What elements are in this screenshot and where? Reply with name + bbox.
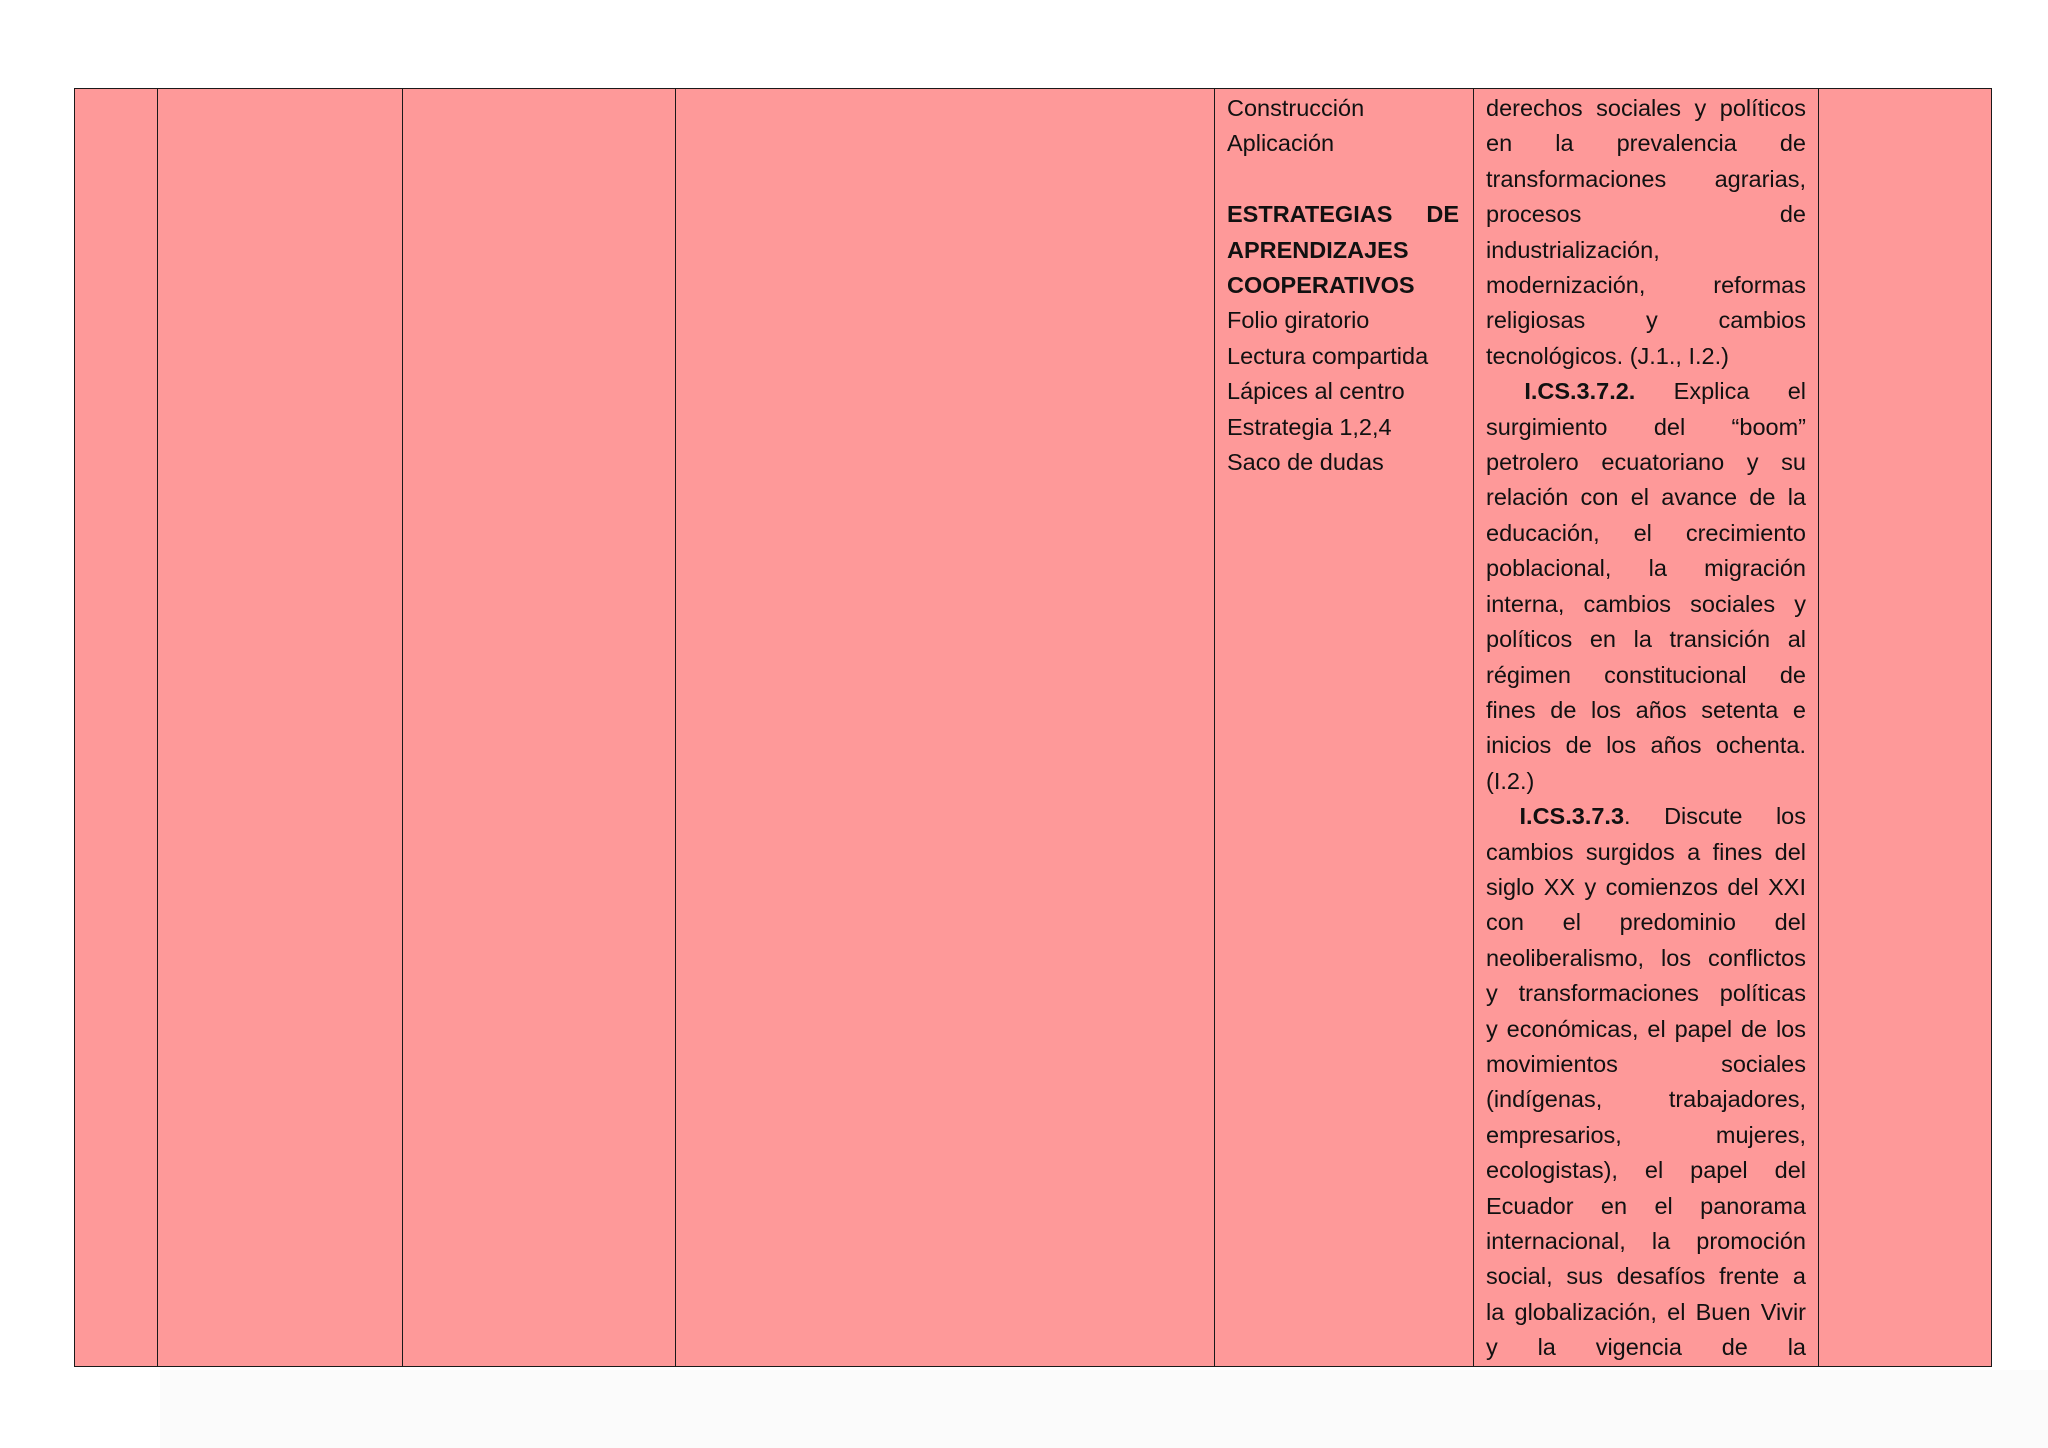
indicator-line: y la vigencia de la [1486, 1334, 1806, 1361]
indicator-line: internacional, la promoción [1486, 1228, 1806, 1254]
indicator-line: fines de los años setenta e [1486, 696, 1806, 723]
methodology-text [1215, 89, 1473, 480]
indicator-line: modernización, reformas [1486, 272, 1806, 299]
strategies-heading-line-2: APRENDIZAJES [1227, 236, 1409, 263]
indicator-line: con el predominio del [1486, 909, 1806, 936]
indicator-line: políticos en la transición al [1486, 626, 1806, 653]
indicator-code: I.CS.3.7.2. [1524, 378, 1636, 405]
page-bottom-shadow [160, 1370, 2048, 1448]
strategy-item: Saco de dudas [1227, 449, 1384, 476]
indicator-line: educación, el crecimiento [1486, 519, 1806, 546]
indicator-line: y económicas, el papel de los [1486, 1015, 1806, 1042]
indicator-line: siglo XX y comienzos del XXI [1486, 873, 1806, 900]
indicator-line: neoliberalismo, los conflictos [1486, 944, 1806, 971]
indicators-cell [1474, 89, 1819, 1367]
indicator-line: surgimiento del “boom” [1486, 413, 1806, 440]
indicator-code: I.CS.3.7.3 [1519, 803, 1625, 830]
phase-application: Aplicación [1227, 130, 1335, 157]
indicator-line: transformaciones agrarias, [1486, 165, 1806, 192]
phase-construction: Construcción [1227, 95, 1365, 121]
strategy-item: Folio giratorio [1227, 307, 1370, 334]
strategy-item: Lápices al centro [1227, 378, 1405, 405]
indicators-text [1474, 89, 1818, 1366]
indicator-line-rest: . Discute los [1624, 803, 1806, 830]
empty-cell-2 [158, 89, 403, 1367]
indicator-code-line-2 [1486, 374, 1806, 409]
indicator-line: (indígenas, trabajadores, [1486, 1086, 1806, 1113]
indicator-line: relación con el avance de la [1486, 484, 1806, 511]
indicator-line: en la prevalencia de [1486, 130, 1806, 157]
indicator-line: la globalización, el Buen Vivir [1486, 1298, 1806, 1325]
empty-cell-4 [676, 89, 1215, 1367]
indicator-line-rest: Explica el [1673, 378, 1807, 405]
empty-cell-3 [403, 89, 676, 1367]
indicator-line: derechos sociales y políticos [1486, 95, 1806, 121]
indicator-code-line-3 [1486, 799, 1806, 834]
indicator-line: Ecuador en el panorama [1486, 1192, 1806, 1219]
indicator-line: social, sus desafíos frente a [1486, 1263, 1806, 1290]
methodology-cell [1215, 89, 1474, 1367]
indicator-line: petrolero ecuatoriano y su [1486, 449, 1806, 476]
indicator-line: interna, cambios sociales y [1486, 590, 1806, 617]
indicator-line: cambios surgidos a fines del [1486, 838, 1806, 865]
indicator-line: empresarios, mujeres, [1486, 1121, 1806, 1148]
indicator-line: religiosas y cambios [1486, 307, 1806, 334]
indicator-line: ecologistas), el papel del [1486, 1157, 1806, 1184]
indicator-line: poblacional, la migración [1486, 555, 1806, 582]
indicator-line: (I.2.) [1486, 767, 1535, 794]
empty-cell-7 [1819, 89, 1992, 1367]
indicator-line: movimientos sociales [1486, 1050, 1806, 1077]
empty-cell-1 [75, 89, 158, 1367]
strategy-item: Lectura compartida [1227, 342, 1429, 369]
indicator-line: régimen constitucional de [1486, 661, 1806, 688]
strategy-item: Estrategia 1,2,4 [1227, 413, 1392, 440]
planning-table [74, 88, 1992, 1367]
indicator-line: inicios de los años ochenta. [1486, 732, 1806, 759]
strategies-heading-line-3: COOPERATIVOS [1227, 272, 1415, 299]
table-row [75, 89, 1992, 1367]
indicator-line: industrialización, [1486, 236, 1660, 263]
indicator-line: y transformaciones políticas [1486, 980, 1806, 1007]
spacer [1227, 162, 1459, 197]
indicator-line: procesos de [1486, 201, 1806, 228]
indicator-line: tecnológicos. (J.1., I.2.) [1486, 342, 1729, 369]
strategies-heading-line-1: ESTRATEGIAS DE [1227, 201, 1459, 228]
